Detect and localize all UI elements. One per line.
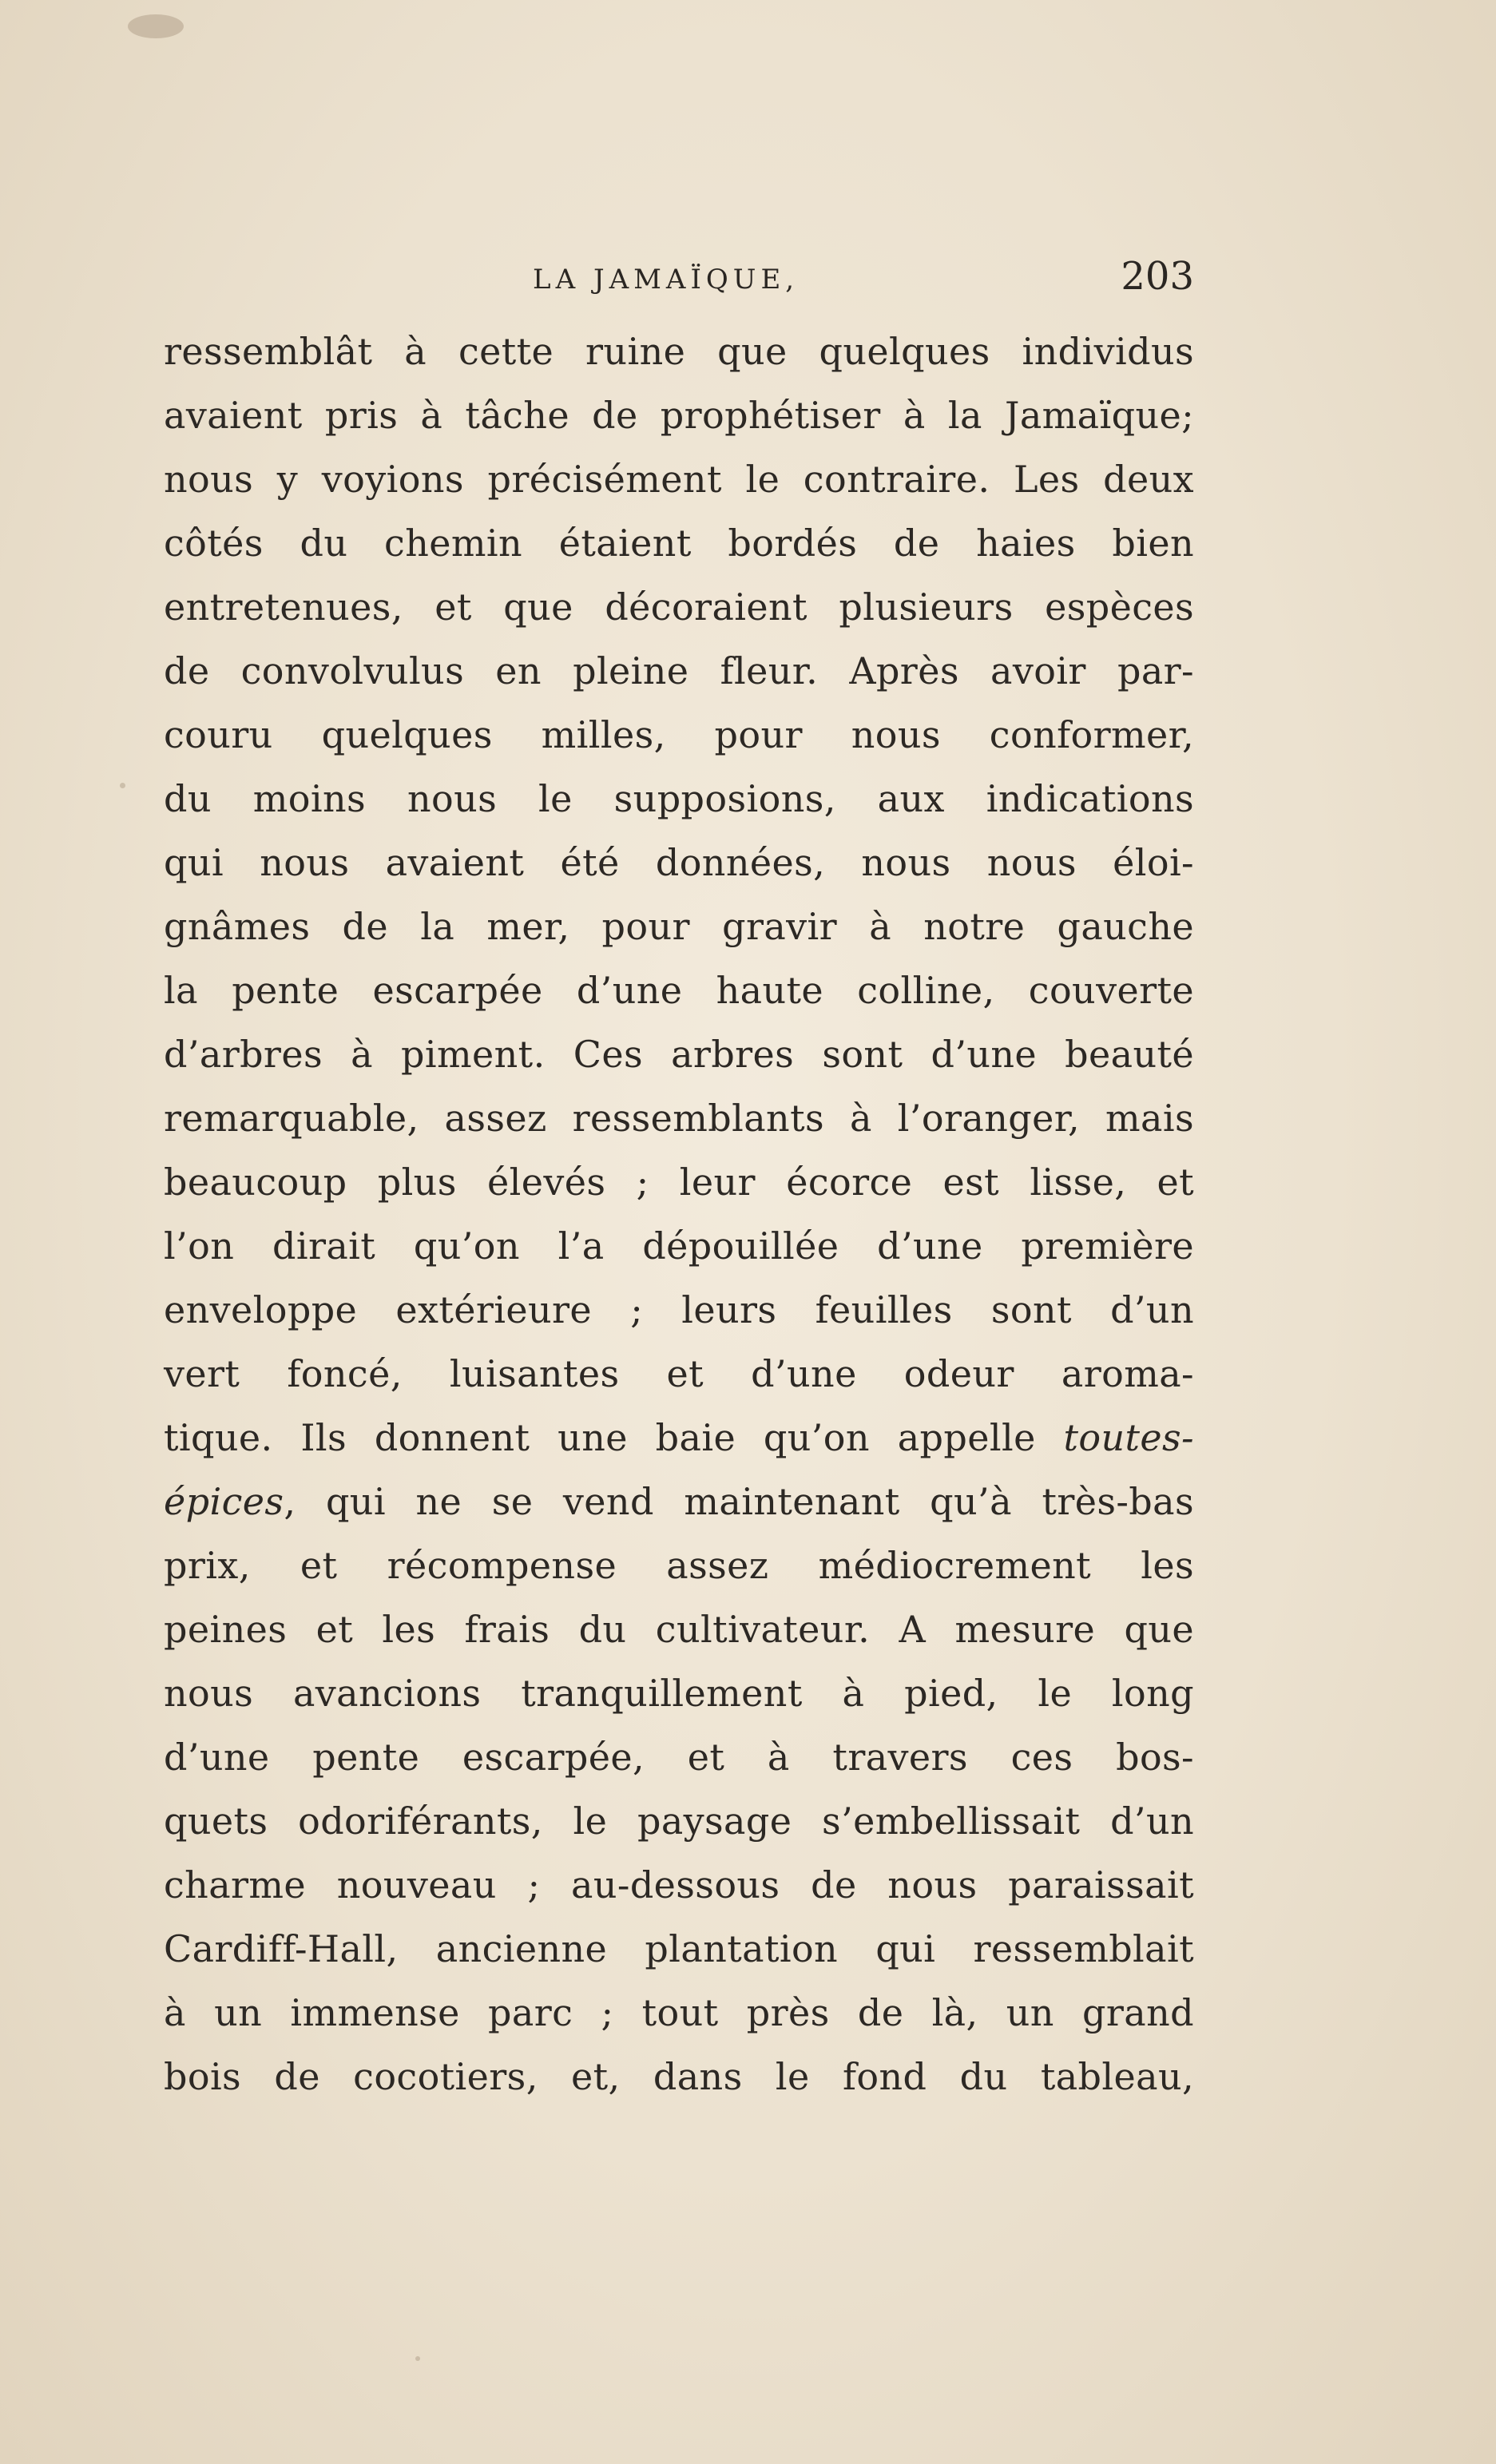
- text-line: quets odoriférants, le paysage s’embellissait d’un: [164, 1799, 1194, 1843]
- text-line: la pente escarpée d’une haute colline, couverte: [164, 969, 1194, 1012]
- paper-stain: [128, 14, 184, 38]
- text-line: d’une pente escarpée, et à travers ces bos-: [164, 1736, 1194, 1779]
- text-line: gnâmes de la mer, pour gravir à notre gauche: [164, 905, 1194, 948]
- text-line: beaucoup plus élevés ; leur écorce est lisse, et: [164, 1161, 1194, 1204]
- paper-speck: [120, 783, 125, 788]
- text-line: remarquable, assez ressemblants à l’oranger, mais: [164, 1097, 1194, 1140]
- paper-speck: [415, 2356, 420, 2361]
- text-line: ressemblât à cette ruine que quelques individus: [164, 330, 1194, 373]
- text-run: tique. Ils donnent une baie qu’on appelle: [164, 1416, 1064, 1459]
- text-line: vert foncé, luisantes et d’une odeur aroma-: [164, 1352, 1194, 1395]
- text-line: d’arbres à piment. Ces arbres sont d’une beauté: [164, 1033, 1194, 1076]
- text-line: Cardiff-Hall, ancienne plantation qui ressemblait: [164, 1927, 1194, 1970]
- italic-term: toutes-: [1063, 1416, 1194, 1459]
- body-text: [164, 319, 1194, 2109]
- text-line: l’on dirait qu’on l’a dépouillée d’une première: [164, 1224, 1194, 1268]
- text-line: [164, 1470, 1194, 1534]
- text-line: [164, 1406, 1194, 1470]
- text-line: charme nouveau ; au-dessous de nous paraissait: [164, 1863, 1194, 1907]
- running-title: LA JAMAÏQUE,: [533, 264, 800, 296]
- text-line: nous avancions tranquillement à pied, le long: [164, 1672, 1194, 1715]
- text-line: enveloppe extérieure ; leurs feuilles sont d’un: [164, 1288, 1194, 1331]
- text-line: entretenues, et que décoraient plusieurs espèces: [164, 585, 1194, 629]
- text-line: du moins nous le supposions, aux indications: [164, 777, 1194, 820]
- text-line: peines et les frais du cultivateur. A mesure que: [164, 1608, 1194, 1651]
- text-line: bois de cocotiers, et, dans le fond du tableau,: [164, 2055, 1194, 2098]
- page-number: 203: [1121, 254, 1194, 299]
- text-run: , qui ne se vend maintenant qu’à très-bas: [284, 1480, 1194, 1523]
- italic-term: épices: [164, 1480, 284, 1523]
- text-line: qui nous avaient été données, nous nous éloi-: [164, 841, 1194, 884]
- text-line: prix, et récompense assez médiocrement les: [164, 1544, 1194, 1587]
- text-line: de convolvulus en pleine fleur. Après avoir par-: [164, 649, 1194, 692]
- text-line: avaient pris à tâche de prophétiser à la Jamaïque;: [164, 394, 1194, 437]
- text-line: côtés du chemin étaient bordés de haies bien: [164, 522, 1194, 565]
- page-header: [164, 254, 1194, 302]
- text-line: couru quelques milles, pour nous conformer,: [164, 713, 1194, 756]
- text-line: à un immense parc ; tout près de là, un grand: [164, 1991, 1194, 2034]
- text-line: nous y voyions précisément le contraire. Les deux: [164, 458, 1194, 501]
